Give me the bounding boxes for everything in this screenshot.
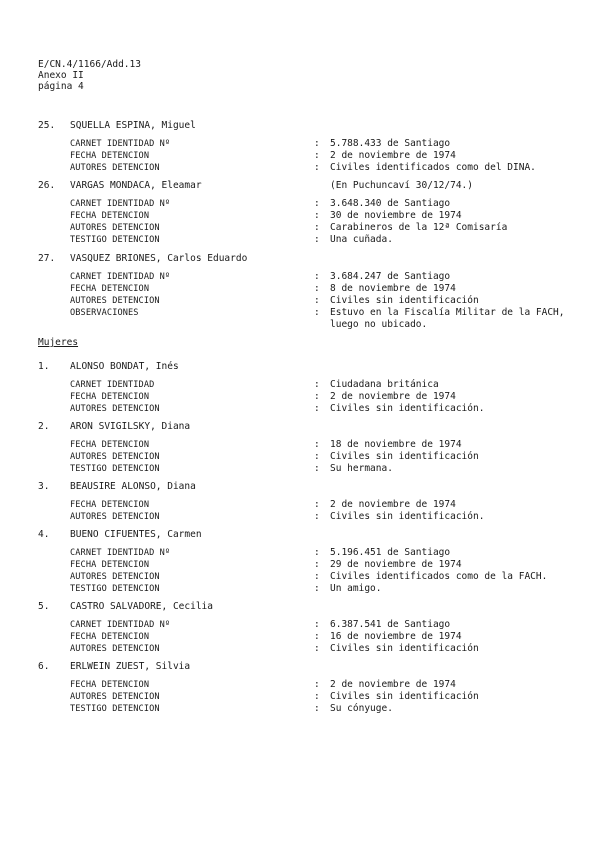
field-value: 30 de noviembre de 1974	[330, 210, 462, 221]
field-value: Su cónyuge.	[330, 703, 393, 714]
colon: :	[314, 234, 320, 245]
field-label: OBSERVACIONES	[70, 308, 139, 318]
entry-number: 27.	[38, 253, 56, 264]
entry-name: SQUELLA ESPINA, Miguel	[70, 120, 196, 131]
field-label: AUTORES DETENCION	[70, 452, 160, 462]
colon: :	[314, 379, 320, 390]
field-value: Civiles sin identificación.	[330, 511, 485, 522]
field-label: FECHA DETENCION	[70, 284, 150, 294]
field-row	[0, 547, 595, 559]
field-label: AUTORES DETENCION	[70, 692, 160, 702]
field-label: CARNET IDENTIDAD Nº	[70, 199, 171, 209]
field-row	[0, 379, 595, 391]
entry-name: VASQUEZ BRIONES, Carlos Eduardo	[70, 253, 248, 264]
field-value: 29 de noviembre de 1974	[330, 559, 462, 570]
field-value: Su hermana.	[330, 463, 393, 474]
field-label: FECHA DETENCION	[70, 560, 150, 570]
field-label: FECHA DETENCION	[70, 632, 150, 642]
field-row	[0, 499, 595, 511]
field-label: CARNET IDENTIDAD	[70, 380, 155, 390]
field-label: CARNET IDENTIDAD Nº	[70, 548, 171, 558]
entry-header	[0, 601, 595, 613]
field-value: Civiles sin identificación	[330, 295, 479, 306]
colon: :	[314, 138, 320, 149]
field-row	[0, 619, 595, 631]
field-value: 18 de noviembre de 1974	[330, 439, 462, 450]
field-row	[0, 439, 595, 451]
colon: :	[314, 643, 320, 654]
field-value: 5.788.433 de Santiago	[330, 138, 451, 149]
field-row	[0, 198, 595, 210]
field-value: Civiles sin identificación	[330, 691, 479, 702]
colon: :	[314, 222, 320, 233]
colon: :	[314, 559, 320, 570]
field-row	[0, 631, 595, 643]
colon: :	[314, 571, 320, 582]
entry-name: BEAUSIRE ALONSO, Diana	[70, 481, 196, 492]
entry-number: 4.	[38, 529, 50, 540]
field-row	[0, 222, 595, 234]
field-row	[0, 283, 595, 295]
field-value: 5.196.451 de Santiago	[330, 547, 451, 558]
entry-number: 1.	[38, 361, 50, 372]
field-row	[0, 679, 595, 691]
field-row	[0, 691, 595, 703]
field-value: Civiles identificados como del DINA.	[330, 162, 536, 173]
entry-header	[0, 481, 595, 493]
field-label: TESTIGO DETENCION	[70, 704, 160, 714]
field-row	[0, 307, 595, 319]
colon: :	[314, 583, 320, 594]
field-label: TESTIGO DETENCION	[70, 235, 160, 245]
entry-name: ALONSO BONDAT, Inés	[70, 361, 179, 372]
colon: :	[314, 463, 320, 474]
field-label: AUTORES DETENCION	[70, 572, 160, 582]
colon: :	[314, 198, 320, 209]
document-reference: E/CN.4/1166/Add.13	[38, 59, 141, 70]
field-value: luego no ubicado.	[330, 319, 428, 330]
colon: :	[314, 295, 320, 306]
colon: :	[314, 307, 320, 318]
annex-label: Anexo II	[38, 70, 84, 81]
field-label: FECHA DETENCION	[70, 211, 150, 221]
field-row-continuation	[0, 319, 595, 331]
field-row	[0, 162, 595, 174]
section-title-women: Mujeres	[38, 337, 79, 348]
field-value: 2 de noviembre de 1974	[330, 679, 456, 690]
field-value: Carabineros de la 12ª Comisaría	[330, 222, 508, 233]
field-label: AUTORES DETENCION	[70, 163, 160, 173]
field-value: 3.648.340 de Santiago	[330, 198, 451, 209]
field-value: Civiles sin identificación	[330, 643, 479, 654]
field-value: 2 de noviembre de 1974	[330, 391, 456, 402]
entry-number: 26.	[38, 180, 56, 191]
colon: :	[314, 439, 320, 450]
colon: :	[314, 631, 320, 642]
colon: :	[314, 511, 320, 522]
field-label: CARNET IDENTIDAD Nº	[70, 139, 171, 149]
field-value: Civiles sin identificación.	[330, 403, 485, 414]
colon: :	[314, 691, 320, 702]
entry-header	[0, 361, 595, 373]
field-label: FECHA DETENCION	[70, 392, 150, 402]
field-value: Civiles sin identificación	[330, 451, 479, 462]
entry-number: 5.	[38, 601, 50, 612]
field-row	[0, 463, 595, 475]
colon: :	[314, 150, 320, 161]
entry-number: 3.	[38, 481, 50, 492]
entry-header	[0, 661, 595, 673]
field-row	[0, 391, 595, 403]
page-label: página 4	[38, 81, 84, 92]
field-value: Ciudadana británica	[330, 379, 439, 390]
field-label: FECHA DETENCION	[70, 440, 150, 450]
colon: :	[314, 703, 320, 714]
entry-number: 2.	[38, 421, 50, 432]
field-value: Una cuñada.	[330, 234, 393, 245]
entry-header	[0, 253, 595, 265]
field-row	[0, 643, 595, 655]
field-label: FECHA DETENCION	[70, 680, 150, 690]
field-row	[0, 150, 595, 162]
field-label: AUTORES DETENCION	[70, 404, 160, 414]
field-value: 6.387.541 de Santiago	[330, 619, 451, 630]
field-value: Civiles identificados como de la FACH.	[330, 571, 548, 582]
field-row	[0, 451, 595, 463]
field-row	[0, 295, 595, 307]
colon: :	[314, 679, 320, 690]
entry-name: BUENO CIFUENTES, Carmen	[70, 529, 202, 540]
colon: :	[314, 619, 320, 630]
field-label: AUTORES DETENCION	[70, 296, 160, 306]
field-label: FECHA DETENCION	[70, 151, 150, 161]
entry-number: 6.	[38, 661, 50, 672]
field-row	[0, 210, 595, 222]
colon: :	[314, 391, 320, 402]
field-label: AUTORES DETENCION	[70, 512, 160, 522]
entry-name: VARGAS MONDACA, Eleamar	[70, 180, 202, 191]
entry-header	[0, 421, 595, 433]
entry-name: ARON SVIGILSKY, Diana	[70, 421, 191, 432]
field-row	[0, 559, 595, 571]
field-value: 16 de noviembre de 1974	[330, 631, 462, 642]
field-label: FECHA DETENCION	[70, 500, 150, 510]
field-row	[0, 511, 595, 523]
field-label: CARNET IDENTIDAD Nº	[70, 620, 171, 630]
colon: :	[314, 499, 320, 510]
field-label: TESTIGO DETENCION	[70, 584, 160, 594]
colon: :	[314, 547, 320, 558]
field-value: 2 de noviembre de 1974	[330, 150, 456, 161]
colon: :	[314, 283, 320, 294]
field-label: AUTORES DETENCION	[70, 223, 160, 233]
field-label: CARNET IDENTIDAD Nº	[70, 272, 171, 282]
colon: :	[314, 451, 320, 462]
entry-name: CASTRO SALVADORE, Cecilia	[70, 601, 213, 612]
field-row	[0, 403, 595, 415]
entry-header	[0, 180, 595, 192]
colon: :	[314, 162, 320, 173]
entry-number: 25.	[38, 120, 56, 131]
field-label: TESTIGO DETENCION	[70, 464, 160, 474]
field-row	[0, 271, 595, 283]
colon: :	[314, 210, 320, 221]
field-value: 2 de noviembre de 1974	[330, 499, 456, 510]
field-value: Un amigo.	[330, 583, 382, 594]
field-row	[0, 138, 595, 150]
field-value: 3.684.247 de Santiago	[330, 271, 451, 282]
entry-note: (En Puchuncaví 30/12/74.)	[330, 180, 473, 191]
entry-name: ERLWEIN ZUEST, Silvia	[70, 661, 191, 672]
field-label: AUTORES DETENCION	[70, 644, 160, 654]
field-row	[0, 571, 595, 583]
field-value: Estuvo en la Fiscalía Militar de la FACH,	[330, 307, 565, 318]
entry-header	[0, 529, 595, 541]
colon: :	[314, 271, 320, 282]
field-row	[0, 703, 595, 715]
entry-header	[0, 120, 595, 132]
colon: :	[314, 403, 320, 414]
field-row	[0, 234, 595, 246]
field-value: 8 de noviembre de 1974	[330, 283, 456, 294]
field-row	[0, 583, 595, 595]
